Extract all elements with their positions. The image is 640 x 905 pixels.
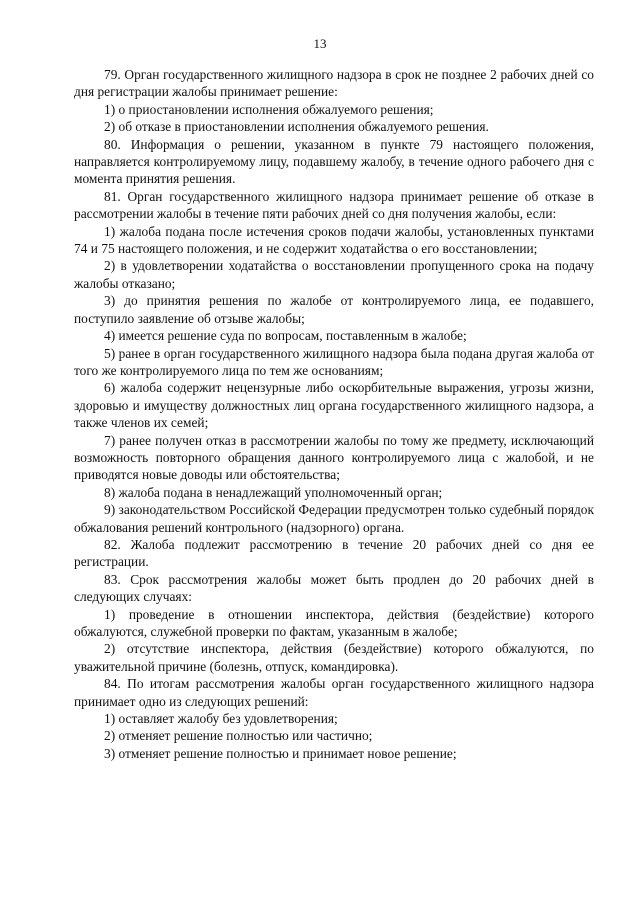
paragraph-84-item-2: 2) отменяет решение полностью или частично; <box>104 728 373 744</box>
paragraph-84-item-1: 1) оставляет жалобу без удовлетворения; <box>104 711 338 727</box>
paragraph-81-item-3: 3) до принятия решения по жалобе от контролируемого лица, ее подавшего, поступило заявление об отзыве жалобы; <box>74 293 594 326</box>
paragraph-83: 83. Срок рассмотрения жалобы может быть продлен до 20 рабочих дней в следующих случаях: <box>74 571 594 605</box>
paragraph-81-item-1: 1) жалоба подана после истечения сроков подачи жалобы, установленных пунктами 74 и 75 настоящего положения, и не содержит ходатайства о его восстановлении; <box>74 223 594 257</box>
paragraph-79-item-1: 1) о приостановлении исполнения обжалуемого решения; <box>104 101 434 117</box>
paragraph-81-item-5: 5) ранее в орган государственного жилищного надзора была подана другая жалоба от того же контролируемого лица по тем же основаниям; <box>74 345 594 378</box>
paragraph-79-item-2: 2) об отказе в приостановлении исполнения обжалуемого решения. <box>104 119 489 135</box>
paragraph-81-item-9: 9) законодательством Российской Федерации предусмотрен только судебный порядок обжалования решений контрольного (надзорного) органа. <box>74 502 594 535</box>
paragraph-83-item-2: 2) отсутствие инспектора, действия (бездействие) которого обжалуются, по уважительной причине (болезнь, отпуск, командировка). <box>74 641 594 674</box>
paragraph-81-item-2: 2) в удовлетворении ходатайства о восстановлении пропущенного срока на подачу жалобы отказано; <box>74 258 594 291</box>
paragraph-81-item-6: 6) жалоба содержит нецензурные либо оскорбительные выражения, угрозы жизни, здоровью и имуществу должностных лиц органа государственного жилищного надзора, а также членов их семей; <box>74 380 594 431</box>
document-body <box>74 66 594 762</box>
paragraph-81-item-7: 7) ранее получен отказ в рассмотрении жалобы по тому же предмету, исключающий возможность повторного обращения данного контролируемого лица с жалобой, и не приводятся новые доводы или обстоятельства; <box>74 432 594 483</box>
paragraph-80: 80. Информация о решении, указанном в пункте 79 настоящего положения, направляется контролируемому лицу, подавшему жалобу, в течение одного рабочего дня с момента принятия решения. <box>74 136 594 187</box>
paragraph-81-item-8: 8) жалоба подана в ненадлежащий уполномоченный орган; <box>104 484 443 500</box>
paragraph-82: 82. Жалоба подлежит рассмотрению в течение 20 рабочих дней со дня ее регистрации. <box>74 536 594 570</box>
page-number: 13 <box>313 36 327 51</box>
paragraph-79: 79. Орган государственного жилищного надзора в срок не позднее 2 рабочих дней со дня регистрации жалобы принимает решение: <box>74 67 594 100</box>
paragraph-83-item-1: 1) проведение в отношении инспектора, действия (бездействие) которого обжалуются, служебной проверки по фактам, указанным в жалобе; <box>74 606 594 639</box>
paragraph-81: 81. Орган государственного жилищного надзора принимает решение об отказе в рассмотрении жалобы в течение пяти рабочих дней со дня получения жалобы, если: <box>74 188 594 222</box>
paragraph-84: 84. По итогам рассмотрения жалобы орган государственного жилищного надзора принимает одно из следующих решений: <box>74 676 594 709</box>
paragraph-81-item-4: 4) имеется решение суда по вопросам, поставленным в жалобе; <box>104 328 467 344</box>
paragraph-84-item-3: 3) отменяет решение полностью и принимает новое решение; <box>104 745 457 761</box>
